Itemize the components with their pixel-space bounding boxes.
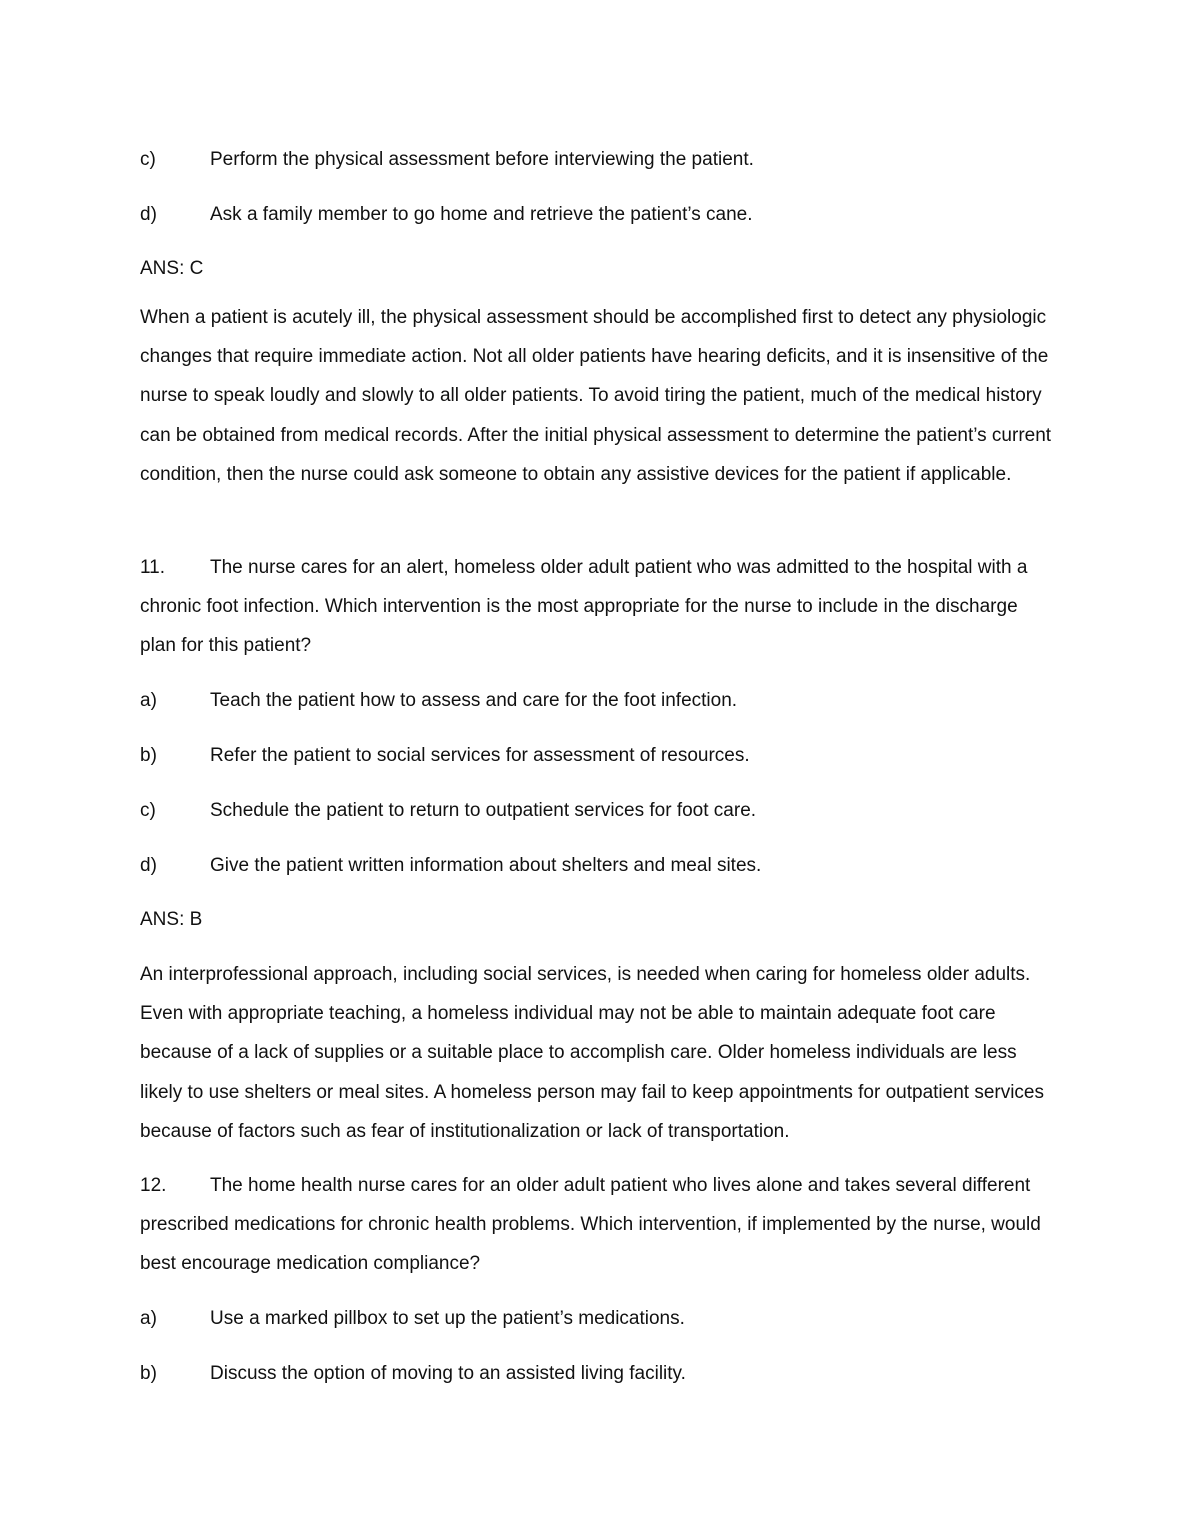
option-text: Discuss the option of moving to an assisted living facility. (210, 1363, 686, 1384)
option-label: c) (140, 800, 156, 821)
option-label: b) (140, 1363, 157, 1384)
q11-stem (140, 548, 1055, 666)
option-label: b) (140, 745, 157, 766)
option-text: Give the patient written information about shelters and meal sites. (210, 855, 762, 876)
question-number: 11. (140, 557, 166, 578)
option-text: Use a marked pillbox to set up the patient’s medications. (210, 1308, 685, 1329)
answer-text: ANS: C (140, 258, 204, 279)
option-text: Refer the patient to social services for assessment of resources. (210, 745, 750, 766)
option-text: Teach the patient how to assess and care for the foot infection. (210, 690, 738, 711)
q10-rationale: When a patient is acutely ill, the physical assessment should be accomplished first to detect any physiologic changes that require immediate action. Not all older patients have hearing deficits, and it is insensitive of the nurse to speak loudly and slowly to all older patients. To avoid tiring the patient, much of the medical history can be obtained from medical records. After the initial physical assessment to determine the patient’s current condition, then the nurse could ask someone to obtain any assistive devices for the patient if applicable. (140, 307, 1052, 485)
option-label: c) (140, 149, 156, 170)
option-label: d) (140, 204, 157, 225)
option-text: Perform the physical assessment before interviewing the patient. (210, 149, 754, 170)
option-label: a) (140, 690, 157, 711)
q12-stem (140, 1166, 1055, 1284)
option-label: a) (140, 1308, 157, 1329)
question-text: The nurse cares for an alert, homeless older adult patient who was admitted to the hospital with a chronic foot infection. Which intervention is the most appropriate for the nurse to include in the discharge plan for this patient? (140, 557, 1028, 657)
option-label: d) (140, 855, 157, 876)
question-number: 12. (140, 1175, 167, 1196)
answer-text: ANS: B (140, 909, 203, 930)
option-text: Schedule the patient to return to outpatient services for foot care. (210, 800, 757, 821)
q11-rationale: An interprofessional approach, including social services, is needed when caring for homeless older adults. Even with appropriate teaching, a homeless individual may not be able to maintain adequate foot care because of a lack of supplies or a suitable place to accomplish care. Older homeless individuals are less likely to use shelters or meal sites. A homeless person may fail to keep appointments for outpatient services because of factors such as fear of institutionalization or lack of transportation. (140, 964, 1045, 1142)
question-text: The home health nurse cares for an older adult patient who lives alone and takes several different prescribed medications for chronic health problems. Which intervention, if implemented by the nurse, would best encourage medication compliance? (140, 1175, 1041, 1275)
option-text: Ask a family member to go home and retrieve the patient’s cane. (210, 204, 753, 225)
